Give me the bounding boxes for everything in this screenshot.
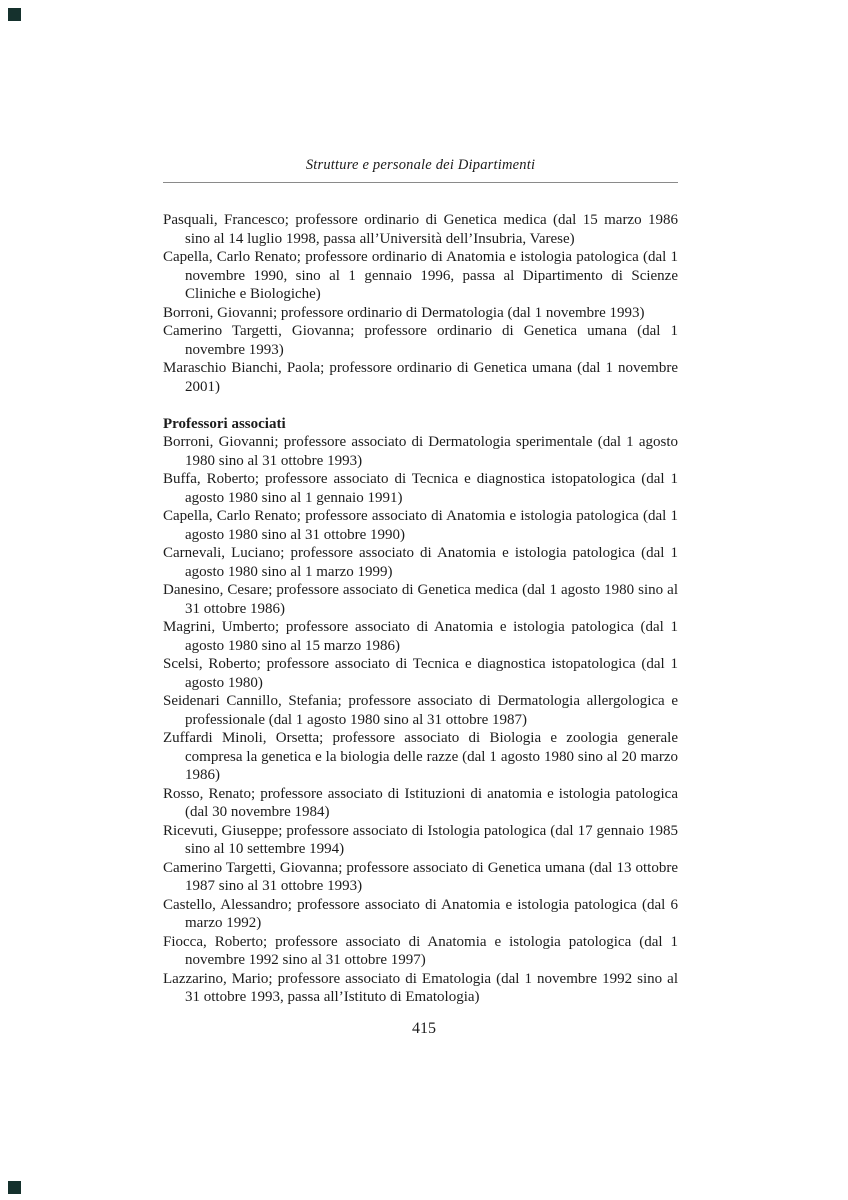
entry-paragraph: Ricevuti, Giuseppe; professore associato di Istologia patologica (dal 17 gennaio 1985 sino al 10 settembre 1994) [163,822,678,857]
entry-paragraph: Zuffardi Minoli, Orsetta; professore associato di Biologia e zoologia generale compresa la genetica e la biologia delle razze (dal 1 agosto 1980 sino al 20 marzo 1986) [163,730,678,783]
entry-paragraph: Capella, Carlo Renato; professore ordinario di Anatomia e istologia patologica (dal 1 novembre 1990, sino al 1 gennaio 1996, passa al Dipartimento di Scienze Cliniche e Biologiche) [163,249,678,302]
corner-registration-mark-top [8,8,21,21]
entry-paragraph: Danesino, Cesare; professore associato di Genetica medica (dal 1 agosto 1980 sino al 31 ottobre 1986) [163,582,678,617]
entry-paragraph: Seidenari Cannillo, Stefania; professore associato di Dermatologia allergologica e professionale (dal 1 agosto 1980 sino al 31 ottobre 1987) [163,693,678,728]
entry-paragraph: Camerino Targetti, Giovanna; professore associato di Genetica umana (dal 13 ottobre 1987 sino al 31 ottobre 1993) [163,859,678,894]
entry-paragraph: Castello, Alessandro; professore associato di Anatomia e istologia patologica (dal 6 marzo 1992) [163,896,678,931]
body-text [163,211,678,1007]
entry-paragraph: Maraschio Bianchi, Paola; professore ordinario di Genetica umana (dal 1 novembre 2001) [163,360,678,395]
entry-paragraph: Capella, Carlo Renato; professore associato di Anatomia e istologia patologica (dal 1 agosto 1980 sino al 31 ottobre 1990) [163,508,678,543]
entry-paragraph: Rosso, Renato; professore associato di Istituzioni di anatomia e istologia patologica (dal 30 novembre 1984) [163,785,678,820]
entry-paragraph: Camerino Targetti, Giovanna; professore ordinario di Genetica umana (dal 1 novembre 1993) [163,323,678,358]
entry-paragraph: Fiocca, Roberto; professore associato di Anatomia e istologia patologica (dal 1 novembre 1992 sino al 31 ottobre 1997) [163,933,678,968]
running-head: Strutture e personale dei Dipartimenti [305,157,536,173]
entry-paragraph: Magrini, Umberto; professore associato di Anatomia e istologia patologica (dal 1 agosto 1980 sino al 15 marzo 1986) [163,619,678,654]
entry-paragraph: Lazzarino, Mario; professore associato di Ematologia (dal 1 novembre 1992 sino al 31 ottobre 1993, passa all’Istituto di Ematologia) [163,970,678,1005]
section-heading: Professori associati [163,415,286,432]
header-rule [163,182,678,183]
entry-paragraph: Scelsi, Roberto; professore associato di Tecnica e diagnostica istopatologica (dal 1 agosto 1980) [163,656,678,691]
page-number: 415 [412,1020,436,1037]
entry-paragraph: Buffa, Roberto; professore associato di Tecnica e diagnostica istopatologica (dal 1 agosto 1980 sino al 1 gennaio 1991) [163,471,678,506]
entry-paragraph: Carnevali, Luciano; professore associato di Anatomia e istologia patologica (dal 1 agosto 1980 sino al 1 marzo 1999) [163,545,678,580]
entry-paragraph: Pasquali, Francesco; professore ordinario di Genetica medica (dal 15 marzo 1986 sino al 14 luglio 1998, passa all’Università dell’Insubria, Varese) [163,212,678,247]
page-content [163,156,678,1007]
corner-registration-mark-bottom [8,1181,21,1194]
entry-paragraph: Borroni, Giovanni; professore associato di Dermatologia sperimentale (dal 1 agosto 1980 sino al 31 ottobre 1993) [163,434,678,469]
entry-paragraph: Borroni, Giovanni; professore ordinario di Dermatologia (dal 1 novembre 1993) [163,304,645,321]
